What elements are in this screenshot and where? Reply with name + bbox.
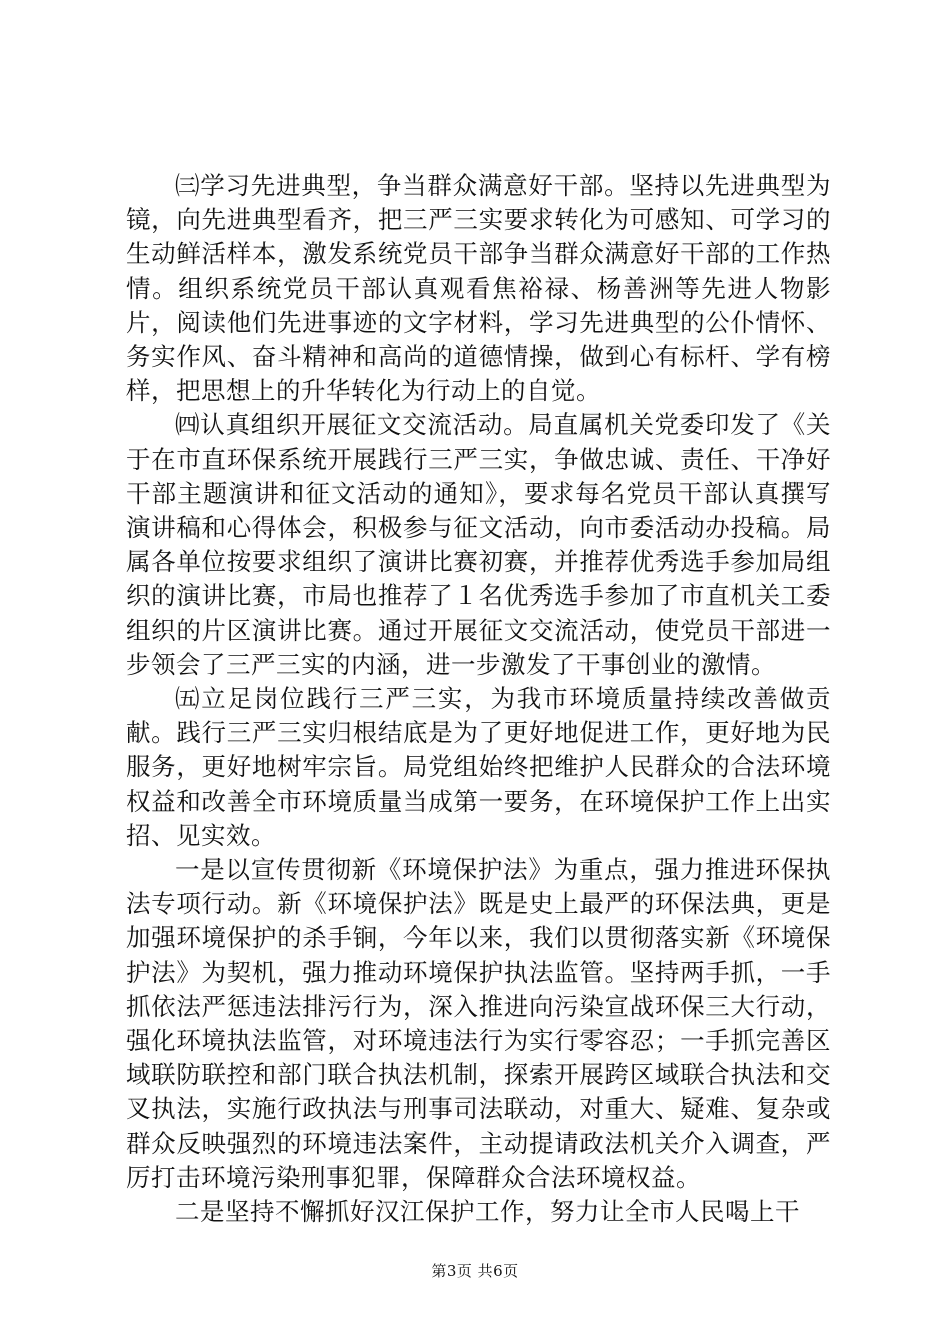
paragraph-section-5: ㈤立足岗位践行三严三实，为我市环境质量持续改善做贡献。践行三严三实归根结底是为了更好地促进工作，更好地为民服务，更好地树牢宗旨。局党组始终把维护人民群众的合法环境权益和改善全市环境质量当成第一要务，在环境保护工作上出实招、见实效。 <box>126 684 831 850</box>
document-body <box>126 169 831 1229</box>
paragraph-item-2: 二是坚持不懈抓好汉江保护工作，努力让全市人民喝上干 <box>175 1197 800 1227</box>
page-footer: 第3页 共6页 <box>431 1262 519 1280</box>
paragraph-section-3: ㈢学习先进典型，争当群众满意好干部。坚持以先进典型为镜，向先进典型看齐，把三严三实要求转化为可感知、可学习的生动鲜活样本，激发系统党员干部争当群众满意好干部的工作热情。组织系统党员干部认真观看焦裕禄、杨善洲等先进人物影片，阅读他们先进事迹的文字材料，学习先进典型的公仆情怀、务实作风、奋斗精神和高尚的道德情操，做到心有标杆、学有榜样，把思想上的升华转化为行动上的自觉。 <box>126 171 831 406</box>
paragraph-item-1: 一是以宣传贯彻新《环境保护法》为重点，强力推进环保执法专项行动。新《环境保护法》既是史上最严的环保法典，更是加强环境保护的杀手锏，今年以来，我们以贯彻落实新《环境保护法》为契机，强力推动环境保护执法监管。坚持两手抓，一手抓依法严惩违法排污行为，深入推进向污染宣战环保三大行动，强化环境执法监管，对环境违法行为实行零容忍；一手抓完善区域联防联控和部门联合执法机制，探索开展跨区域联合执法和交叉执法，实施行政执法与刑事司法联动，对重大、疑难、复杂或群众反映强烈的环境违法案件，主动提请政法机关介入调查，严厉打击环境污染刑事犯罪，保障群众合法环境权益。 <box>126 855 831 1192</box>
paragraph-section-4: ㈣认真组织开展征文交流活动。局直属机关党委印发了《关于在市直环保系统开展践行三严三实，争做忠诚、责任、干净好干部主题演讲和征文活动的通知》，要求每名党员干部认真撰写演讲稿和心得体会，积极参与征文活动，向市委活动办投稿。局属各单位按要求组织了演讲比赛初赛，并推荐优秀选手参加局组织的演讲比赛，市局也推荐了１名优秀选手参加了市直机关工委组织的片区演讲比赛。通过开展征文交流活动，使党员干部进一步领会了三严三实的内涵，进一步激发了干事创业的激情。 <box>126 410 831 679</box>
